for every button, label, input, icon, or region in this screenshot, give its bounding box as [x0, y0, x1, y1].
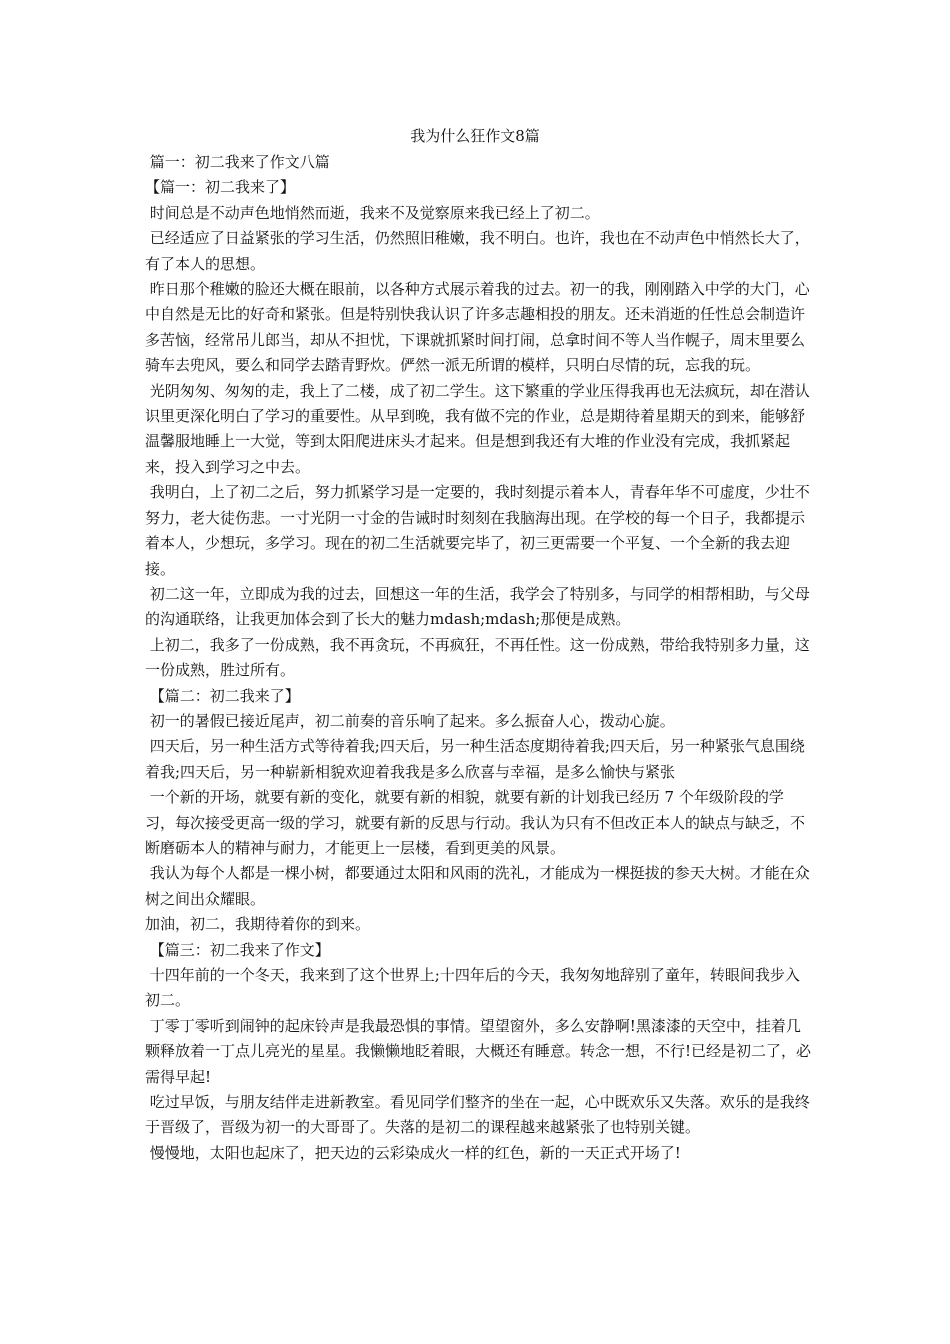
paragraph: 吃过早饭，与朋友结伴走进新教室。看见同学们整齐的坐在一起，心中既欢乐又失落。欢乐的是我终于晋级了，晋级为初一的大哥哥了。失落的是初二的课程越来越紧张了也特别关键。	[145, 1093, 810, 1137]
paragraph: 已经适应了日益紧张的学习生活，仍然照旧稚嫩，我不明白。也许，我也在不动声色中悄然长大了，有了本人的思想。	[145, 229, 810, 273]
document-body	[145, 150, 813, 1166]
paragraph: 【篇一：初二我来了】	[145, 178, 296, 197]
paragraph: 初一的暑假已接近尾声，初二前奏的音乐响了起来。多么振奋人心，拨动心旋。	[145, 711, 675, 730]
paragraph: 光阴匆匆、匆匆的走，我上了二楼，成了初二学生。这下繁重的学业压得我再也无法疯玩，却在潜认识里更深化明白了学习的重要性。从早到晚，我有做不完的作业，总是期待着星期天的到来，能够舒温馨服地睡上一大觉，等到太阳爬进床头才起来。但是想到我还有大堆的作业没有完成，我抓紧起来，投入到学习之中去。	[145, 381, 810, 476]
paragraph: 我明白，上了初二之后，努力抓紧学习是一定要的，我时刻提示着本人，青春年华不可虚度，少壮不努力，老大徒伤悲。一寸光阴一寸金的告诫时时刻刻在我脑海出现。在学校的每一个日子，我都提示着本人，少想玩，多学习。现在的初二生活就要完毕了，初三更需要一个平复、一个全新的我去迎接。	[145, 483, 810, 578]
paragraph: 十四年前的一个冬天，我来到了这个世界上;十四年后的今天，我匆匆地辞别了童年，转眼间我步入初二。	[145, 966, 800, 1010]
paragraph: 一个新的开场，就要有新的变化，就要有新的相貌，就要有新的计划我已经历 7 个年级阶段的学习，每次接受更高一级的学习，就要有新的反思与行动。我认为只有不但改正本人的缺点与缺乏，不断磨砺本人的精神与耐力，才能更上一层楼，看到更美的风景。	[145, 788, 806, 857]
paragraph: 【篇二：初二我来了】	[145, 686, 300, 705]
document-title: 我为什么狂作文8篇	[410, 127, 540, 145]
paragraph: 【篇三：初二我来了作文】	[145, 940, 330, 959]
paragraph: 丁零丁零听到闹钟的起床铃声是我最恐惧的事情。望望窗外，多么安静啊!黑漆漆的天空中，挂着几颗释放着一丁点儿亮光的星星。我懒懒地眨着眼，大概还有睡意。转念一想，不行!已经是初二了，必需得早起!	[145, 1016, 812, 1086]
paragraph: 四天后，另一种生活方式等待着我;四天后，另一种生活态度期待着我;四天后，另一种紧张气息围绕着我;四天后，另一种崭新相貌欢迎着我我是多么欣喜与幸福，是多么愉快与紧张	[145, 737, 805, 781]
paragraph: 慢慢地，太阳也起床了，把天边的云彩染成火一样的红色，新的一天正式开场了!	[145, 1143, 681, 1162]
paragraph: 时间总是不动声色地悄然而逝，我来不及觉察原来我已经上了初二。	[145, 203, 600, 222]
paragraph: 上初二，我多了一份成熟，我不再贪玩，不再疯狂，不再任性。这一份成熟，带给我特别多力量，这一份成熟，胜过所有。	[145, 635, 810, 680]
paragraph: 昨日那个稚嫩的脸还大概在眼前，以各种方式展示着我的过去。初一的我，刚刚踏入中学的大门，心中自然是无比的好奇和紧张。但是特别快我认识了许多志趣相投的朋友。还未消逝的任性总会制造许多苦恼，经常吊儿郎当，却从不担忧，下课就抓紧时间打闹，总拿时间不等人当作幌子，周末里要么骑车去兜风，要么和同学去踏青野炊。俨然一派无所谓的模样，只明白尽情的玩，忘我的玩。	[145, 280, 810, 375]
paragraph: 我认为每个人都是一棵小树，都要通过太阳和风雨的洗礼，才能成为一棵挺拔的参天大树。才能在众树之间出众耀眼。	[145, 864, 810, 908]
paragraph: 初二这一年，立即成为我的过去，回想这一年的生活，我学会了特别多，与同学的相帮相助，与父母的沟通联络，让我更加体会到了长大的魅力mdash;mdash;那便是成熟。	[145, 584, 810, 629]
paragraph: 加油，初二，我期待着你的到来。	[145, 915, 371, 934]
paragraph: 篇一：初二我来了作文八篇	[145, 153, 330, 171]
